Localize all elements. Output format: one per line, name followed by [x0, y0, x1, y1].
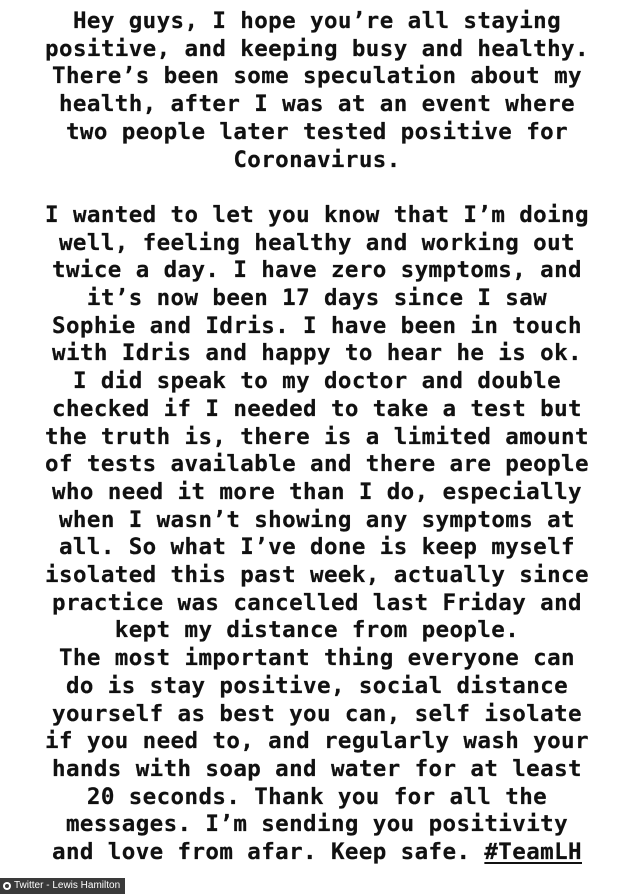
text-line: well, feeling healthy and working out — [58, 229, 575, 256]
text-line: the truth is, there is a limited amount — [45, 423, 589, 450]
hashtag-link[interactable]: #TeamLH — [484, 839, 582, 866]
text-line: The most important thing everyone can — [58, 645, 575, 672]
closing-text: and love from afar. Keep safe. — [52, 839, 485, 866]
credit-text: Twitter - Lewis Hamilton — [14, 880, 121, 891]
text-line: messages. I’m sending you positivity — [65, 811, 569, 838]
paragraph-3 — [0, 645, 634, 867]
text-line: two people later tested positive for — [65, 118, 569, 145]
text-line: positive, and keeping busy and healthy. — [45, 35, 589, 62]
paragraph-gap — [0, 174, 634, 202]
text-line: twice a day. I have zero symptoms, and — [52, 257, 582, 284]
text-line-last — [0, 839, 634, 867]
paragraph-2 — [0, 202, 634, 645]
text-line: practice was cancelled last Friday and — [52, 589, 582, 616]
story-text — [0, 8, 634, 867]
text-line: all. So what I’ve done is keep myself — [58, 534, 575, 561]
text-line: I did speak to my doctor and double — [72, 368, 562, 395]
text-line: There’s been some speculation about my — [52, 63, 582, 90]
text-line: it’s now been 17 days since I saw — [86, 285, 548, 312]
text-line: Sophie and Idris. I have been in touch — [52, 312, 582, 339]
copyright-icon — [3, 882, 11, 890]
text-line: checked if I needed to take a test but — [52, 395, 582, 422]
text-line: who need it more than I do, especially — [52, 478, 582, 505]
text-line: Coronavirus. — [233, 146, 401, 173]
text-line: hands with soap and water for at least — [52, 755, 582, 782]
text-line: if you need to, and regularly wash your — [45, 728, 589, 755]
text-line: of tests available and there are people — [45, 451, 589, 478]
text-line: isolated this past week, actually since — [45, 562, 589, 589]
text-line: do is stay positive, social distance — [65, 672, 569, 699]
paragraph-1 — [0, 8, 634, 174]
text-line: when I wasn’t showing any symptoms at — [58, 506, 575, 533]
text-line: Hey guys, I hope you’re all staying — [72, 8, 562, 34]
text-line: health, after I was at an event where — [58, 91, 575, 118]
text-line: with Idris and happy to hear he is ok. — [52, 340, 582, 367]
photo-credit — [0, 878, 125, 894]
text-line: 20 seconds. Thank you for all the — [86, 783, 548, 810]
text-line: yourself as best you can, self isolate — [52, 700, 582, 727]
text-line: I wanted to let you know that I’m doing — [45, 201, 589, 228]
text-line: kept my distance from people. — [114, 617, 520, 644]
